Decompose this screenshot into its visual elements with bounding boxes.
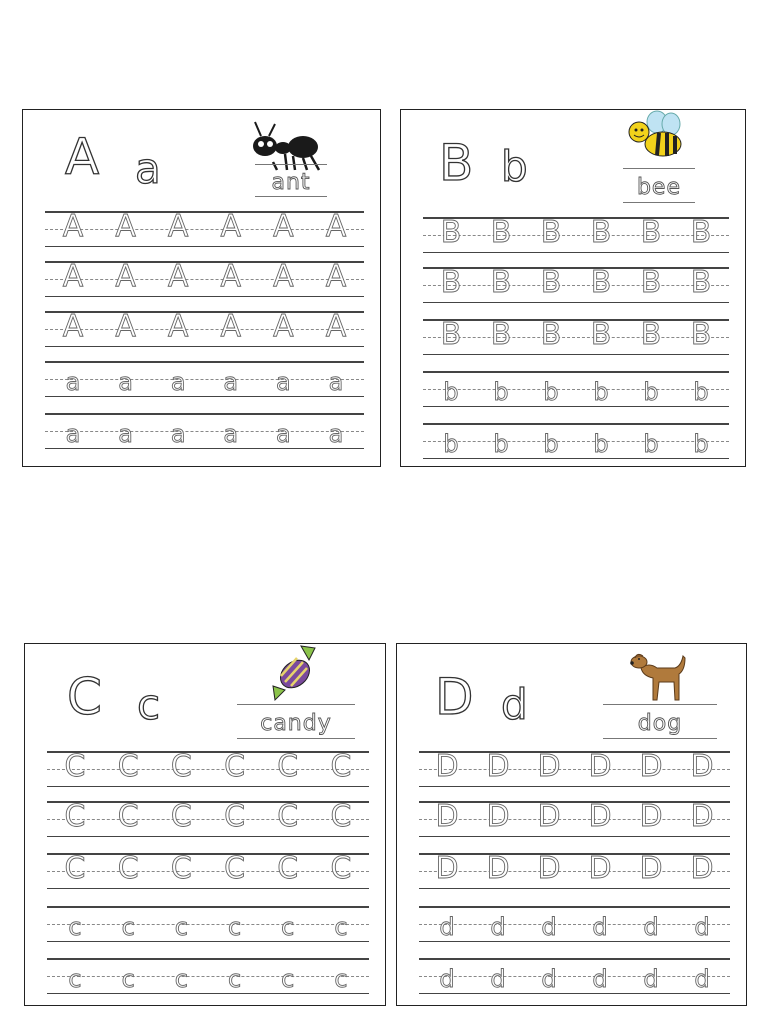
trace-letter: C [170, 799, 192, 834]
word-baseline [255, 196, 327, 197]
trace-letter: D [690, 749, 714, 784]
word-baseline [603, 738, 717, 739]
trace-letter: B [490, 265, 512, 300]
trace-letter: b [443, 430, 459, 458]
trace-letter: A [325, 209, 347, 244]
word-topline [623, 168, 695, 169]
trace-letter: B [690, 215, 712, 250]
trace-letter: C [277, 749, 299, 784]
trace-letter: A [325, 309, 347, 344]
trace-letter: B [590, 317, 612, 352]
trace-letter: c [68, 913, 82, 941]
picture-word: dog [637, 711, 683, 736]
trace-row [397, 751, 746, 791]
trace-letter: B [690, 317, 712, 352]
trace-letter: A [273, 259, 294, 294]
trace-letter: C [224, 851, 246, 886]
trace-letter: B [590, 265, 612, 300]
big-uppercase-letter: B [439, 134, 474, 192]
trace-row [401, 319, 745, 359]
big-lowercase-letter: b [501, 142, 528, 191]
trace-letter: D [537, 851, 561, 886]
big-uppercase-letter: A [65, 128, 100, 186]
trace-letter: b [593, 378, 609, 406]
trace-row [397, 853, 746, 893]
trace-letter: C [170, 851, 192, 886]
trace-letter: a [65, 368, 81, 396]
trace-letter: D [690, 799, 714, 834]
trace-row [23, 413, 380, 453]
trace-letter: a [65, 420, 81, 448]
worksheet-card-b [400, 109, 746, 467]
trace-letter: b [693, 378, 709, 406]
worksheet-card-a [22, 109, 381, 467]
trace-letter: c [334, 965, 348, 993]
trace-letter: A [220, 259, 242, 294]
trace-letter: C [330, 749, 352, 784]
trace-letter: d [643, 913, 659, 941]
trace-letter: c [334, 913, 348, 941]
trace-letter: C [170, 749, 192, 784]
trace-letter: d [541, 965, 557, 993]
trace-letter: B [540, 317, 562, 352]
trace-letter: A [62, 259, 84, 294]
trace-letter: C [64, 851, 86, 886]
trace-letter: A [167, 209, 189, 244]
trace-letter: b [693, 430, 709, 458]
trace-letter: d [490, 913, 506, 941]
trace-letter: A [220, 209, 242, 244]
trace-letter: A [167, 259, 189, 294]
trace-letter: B [640, 265, 662, 300]
trace-letter: D [639, 851, 663, 886]
picture-word: candy [260, 711, 332, 736]
trace-letter: B [640, 215, 662, 250]
trace-letter: c [227, 913, 242, 941]
word-topline [237, 704, 355, 705]
trace-letter: C [330, 799, 352, 834]
trace-letter: d [592, 965, 608, 993]
trace-letter: B [540, 215, 562, 250]
trace-letter: D [639, 749, 663, 784]
trace-letter: B [440, 317, 462, 352]
trace-letter: D [690, 851, 714, 886]
trace-row [401, 371, 745, 411]
big-lowercase-letter: a [135, 144, 161, 193]
dog-icon [629, 646, 689, 704]
trace-letter: a [118, 368, 133, 396]
trace-letter: B [490, 215, 512, 250]
trace-letter: D [435, 749, 459, 784]
big-lowercase-letter: d [501, 680, 528, 729]
trace-letter: b [643, 378, 659, 406]
trace-letter: a [170, 368, 186, 396]
trace-letter: B [540, 265, 562, 300]
trace-letter: D [486, 851, 510, 886]
trace-row [23, 261, 380, 301]
trace-letter: C [117, 851, 139, 886]
trace-letter: C [330, 851, 352, 886]
trace-letter: C [224, 749, 246, 784]
trace-letter: D [588, 799, 612, 834]
trace-letter: D [486, 749, 510, 784]
word-topline [603, 704, 717, 705]
trace-letter: b [443, 378, 459, 406]
trace-letter: d [643, 965, 659, 993]
trace-letter: a [328, 368, 344, 396]
trace-letter: a [223, 420, 239, 448]
trace-letter: A [167, 309, 189, 344]
trace-letter: d [439, 913, 455, 941]
trace-letter: B [590, 215, 612, 250]
big-uppercase-letter: C [67, 668, 102, 726]
trace-letter: b [593, 430, 609, 458]
trace-letter: C [277, 851, 299, 886]
trace-letter: d [490, 965, 506, 993]
worksheet-card-d [396, 643, 747, 1006]
trace-letter: C [117, 749, 139, 784]
trace-letter: B [440, 215, 462, 250]
trace-letter: c [174, 913, 188, 941]
trace-letter: D [486, 799, 510, 834]
trace-row [397, 906, 746, 946]
trace-row [23, 311, 380, 351]
trace-letter: c [281, 965, 295, 993]
word-baseline [237, 738, 355, 739]
picture-word: ant [271, 170, 311, 195]
trace-row [397, 801, 746, 841]
trace-row [23, 361, 380, 401]
trace-letter: a [276, 368, 291, 396]
trace-letter: a [170, 420, 186, 448]
picture-word: bee [636, 175, 682, 200]
trace-letter: b [493, 378, 509, 406]
trace-letter: A [115, 309, 136, 344]
trace-row [401, 423, 745, 463]
trace-letter: d [439, 965, 455, 993]
trace-letter: A [115, 259, 136, 294]
trace-letter: D [537, 749, 561, 784]
trace-row [25, 958, 385, 998]
trace-letter: C [277, 799, 299, 834]
big-uppercase-letter: D [435, 668, 474, 726]
trace-letter: C [117, 799, 139, 834]
trace-letter: a [328, 420, 344, 448]
trace-letter: a [276, 420, 291, 448]
trace-letter: D [435, 851, 459, 886]
trace-letter: B [690, 265, 712, 300]
trace-letter: B [640, 317, 662, 352]
trace-letter: A [62, 209, 84, 244]
trace-letter: D [537, 799, 561, 834]
trace-letter: c [281, 913, 295, 941]
trace-letter: A [220, 309, 242, 344]
trace-letter: b [543, 378, 559, 406]
trace-letter: C [64, 749, 86, 784]
trace-row [25, 801, 385, 841]
big-lowercase-letter: c [137, 680, 161, 729]
trace-letter: d [541, 913, 557, 941]
trace-letter: A [273, 209, 294, 244]
trace-letter: d [694, 913, 710, 941]
trace-letter: a [223, 368, 239, 396]
trace-row [401, 217, 745, 257]
bee-icon [623, 110, 687, 166]
worksheet-card-c [24, 643, 386, 1006]
trace-letter: A [62, 309, 84, 344]
trace-letter: D [639, 799, 663, 834]
trace-letter: A [273, 309, 294, 344]
trace-letter: d [694, 965, 710, 993]
candy-icon [269, 644, 325, 702]
trace-row [25, 853, 385, 893]
trace-letter: d [592, 913, 608, 941]
trace-letter: c [121, 913, 135, 941]
trace-row [25, 906, 385, 946]
trace-letter: c [174, 965, 188, 993]
trace-letter: C [224, 799, 246, 834]
word-baseline [623, 202, 695, 203]
word-topline [255, 164, 327, 165]
trace-row [397, 958, 746, 998]
trace-row [23, 211, 380, 251]
trace-letter: c [121, 965, 135, 993]
trace-letter: A [325, 259, 347, 294]
trace-letter: B [490, 317, 512, 352]
trace-row [401, 267, 745, 307]
trace-letter: D [588, 851, 612, 886]
trace-row [25, 751, 385, 791]
trace-letter: a [118, 420, 133, 448]
trace-letter: b [543, 430, 559, 458]
trace-letter: A [115, 209, 136, 244]
trace-letter: D [588, 749, 612, 784]
trace-letter: c [227, 965, 242, 993]
trace-letter: b [493, 430, 509, 458]
trace-letter: c [68, 965, 82, 993]
trace-letter: C [64, 799, 86, 834]
trace-letter: D [435, 799, 459, 834]
trace-letter: b [643, 430, 659, 458]
trace-letter: B [440, 265, 462, 300]
